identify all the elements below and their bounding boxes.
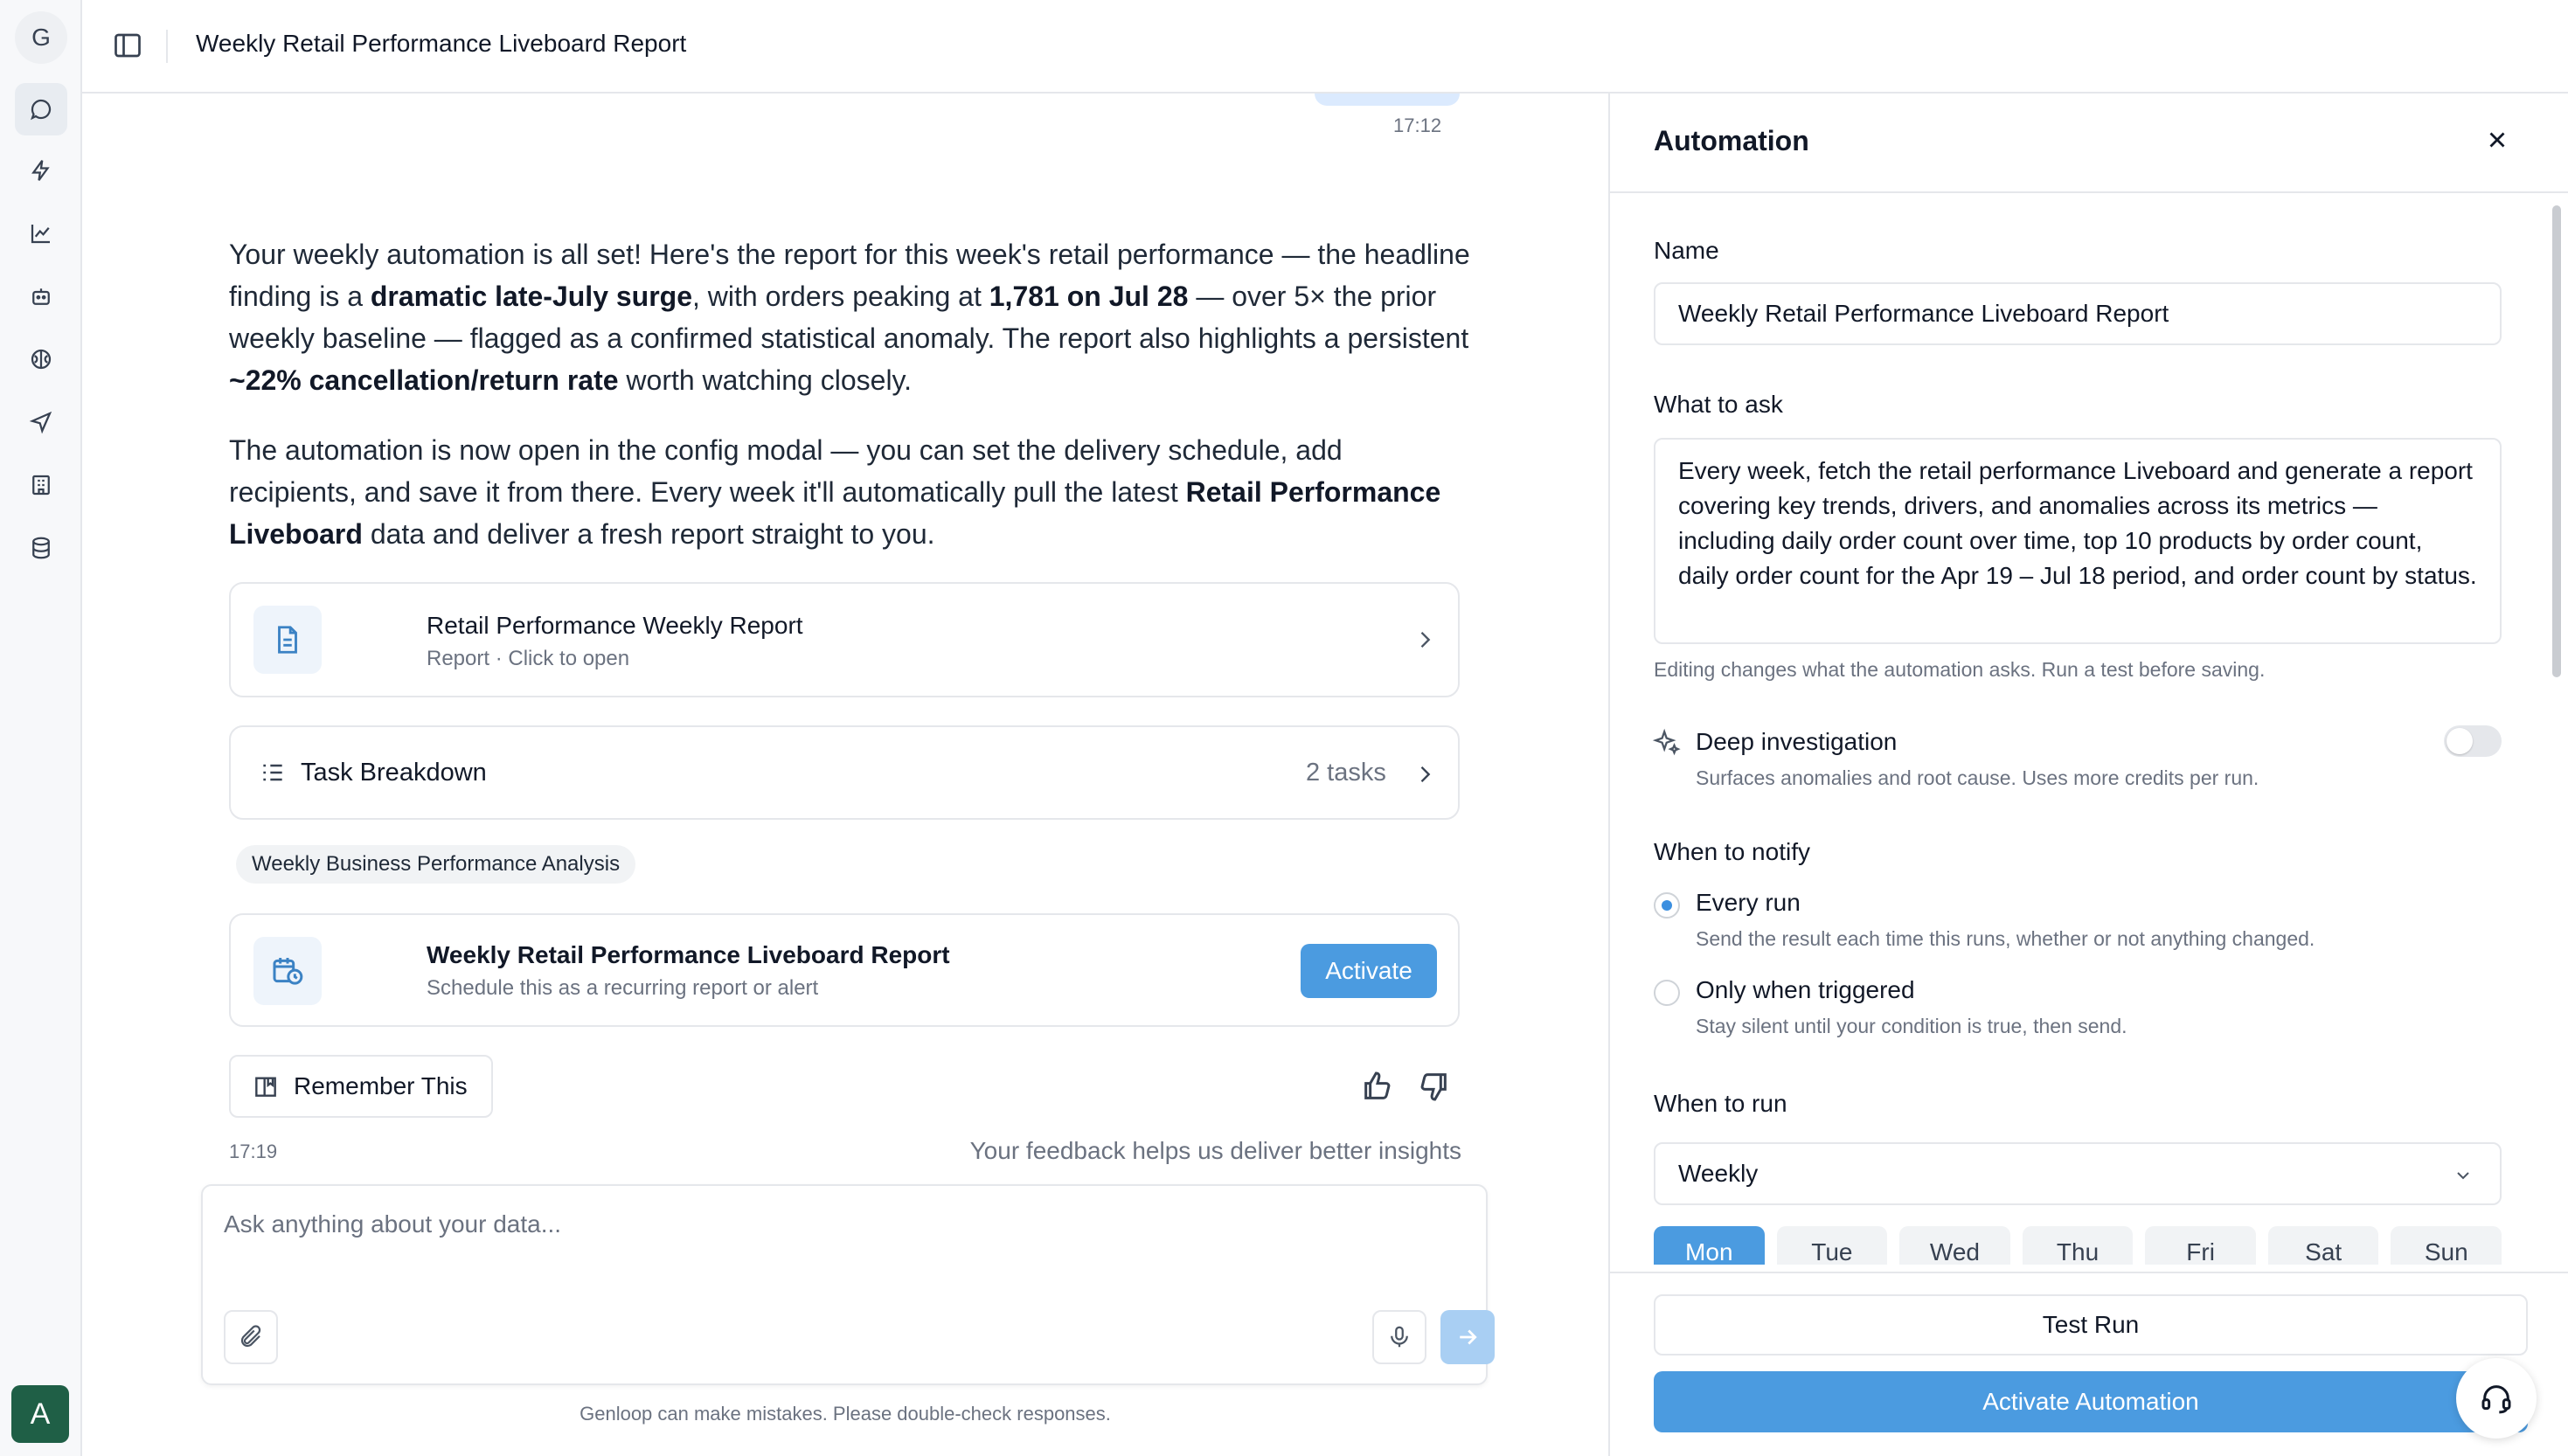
bolt-icon[interactable] <box>15 144 67 197</box>
ask-hint: Editing changes what the automation asks. Run a test before saving. <box>1654 658 2266 681</box>
attach-button[interactable] <box>224 1310 278 1364</box>
bold-span: dramatic late-July surge <box>370 281 693 312</box>
text-span: data and deliver a fresh report straight to you. <box>362 518 935 550</box>
remember-label: Remember This <box>294 1072 468 1099</box>
notify-every-run-sub: Send the result each time this runs, whether or not anything changed. <box>1696 927 2315 950</box>
sidebar-toggle-icon[interactable] <box>112 30 143 61</box>
document-icon <box>253 606 322 674</box>
name-input[interactable]: Weekly Retail Performance Liveboard Report <box>1654 282 2502 345</box>
composer-placeholder[interactable]: Ask anything about your data... <box>224 1210 562 1238</box>
message-timestamp: 17:12 <box>1393 114 1442 136</box>
chat-icon[interactable] <box>15 83 67 135</box>
arrow-right-icon <box>1454 1324 1481 1350</box>
day-selector <box>1654 1226 2502 1265</box>
send-icon[interactable] <box>15 396 67 448</box>
text-span: — over 5× the prior weekly baseline — flagged as a confirmed statistical anomaly. The report also highlights a persistent <box>229 281 1469 354</box>
bold-span: Retail Performance Liveboard <box>229 476 1441 550</box>
thumbs-up-icon[interactable] <box>1360 1069 1395 1104</box>
sparkles-icon <box>1652 728 1682 758</box>
microphone-icon <box>1386 1324 1412 1350</box>
calendar-clock-icon <box>253 937 322 1005</box>
message-timestamp: 17:19 <box>229 1141 278 1162</box>
day-wed[interactable]: Wed <box>1899 1226 2010 1265</box>
test-run-button[interactable]: Test Run <box>1654 1294 2528 1355</box>
notify-triggered-label: Only when triggered <box>1696 976 1915 1003</box>
report-card-subtitle: Report · Click to open <box>427 647 630 670</box>
send-button[interactable] <box>1440 1310 1495 1364</box>
automation-card <box>229 913 1460 1027</box>
building-icon[interactable] <box>15 459 67 511</box>
support-button[interactable] <box>2456 1358 2537 1439</box>
scrollbar-thumb[interactable] <box>2552 205 2561 677</box>
page-title: Weekly Retail Performance Liveboard Report <box>196 30 687 57</box>
topbar-divider <box>166 30 168 63</box>
thumbs-down-icon[interactable] <box>1416 1069 1451 1104</box>
task-count: 2 tasks <box>1306 759 1386 787</box>
chart-icon[interactable] <box>15 207 67 260</box>
text-span: , with orders peaking at <box>692 281 989 312</box>
day-fri[interactable]: Fri <box>2145 1226 2256 1265</box>
chat-area <box>82 94 1608 1456</box>
bold-span: ~22% cancellation/return rate <box>229 364 619 396</box>
feedback-hint: Your feedback helps us deliver better insights <box>969 1137 1461 1164</box>
text-span: Your weekly automation is all set! Here's the report for this week's retail performance — the headline finding is a <box>229 239 1470 312</box>
chevron-right-icon <box>1412 627 1437 652</box>
day-sat[interactable]: Sat <box>2268 1226 2379 1265</box>
notify-every-run-radio[interactable] <box>1654 892 1680 919</box>
report-card-title: Retail Performance Weekly Report <box>427 612 803 639</box>
footer-divider <box>1610 1272 2568 1273</box>
headset-icon <box>2479 1381 2514 1416</box>
close-icon[interactable] <box>2484 127 2510 153</box>
report-card[interactable] <box>229 582 1460 697</box>
day-mon[interactable]: Mon <box>1654 1226 1765 1265</box>
top-bar <box>82 0 2568 94</box>
paperclip-icon <box>238 1324 264 1350</box>
deep-investigation-sub: Surfaces anomalies and root cause. Uses more credits per run. <box>1696 766 2259 789</box>
toggle-knob <box>2447 728 2473 754</box>
panel-scrollbar[interactable] <box>2551 198 2563 1020</box>
notify-every-run-label: Every run <box>1696 889 1801 916</box>
text-span: worth watching closely. <box>618 364 913 396</box>
automation-card-subtitle: Schedule this as a recurring report or alert <box>427 976 819 1000</box>
database-icon[interactable] <box>15 522 67 574</box>
run-label: When to run <box>1654 1090 1787 1117</box>
ask-textarea[interactable]: Every week, fetch the retail performance Liveboard and generate a report covering key trends, drivers, and anomalies across its metrics — including daily order count over time, top 10 products by order count, daily order count for the Apr 19 – Jul 18 period, and order count by status. <box>1654 438 2502 644</box>
disclaimer: Genloop can make mistakes. Please double-check responses. <box>580 1403 1111 1425</box>
day-thu[interactable]: Thu <box>2023 1226 2134 1265</box>
remember-this-button[interactable] <box>229 1055 493 1118</box>
message-composer[interactable] <box>201 1184 1488 1385</box>
notify-label: When to notify <box>1654 838 1810 865</box>
frequency-select[interactable] <box>1654 1142 2502 1205</box>
notify-triggered-radio[interactable] <box>1654 980 1680 1006</box>
day-sun[interactable]: Sun <box>2391 1226 2502 1265</box>
notify-triggered-sub: Stay silent until your condition is true, then send. <box>1696 1015 2127 1037</box>
activate-automation-button[interactable]: Activate Automation <box>1654 1371 2528 1432</box>
previous-user-bubble <box>1315 94 1460 106</box>
app-logo[interactable]: G <box>15 11 67 64</box>
bold-span: 1,781 on Jul 28 <box>989 281 1189 312</box>
name-label: Name <box>1654 237 1719 264</box>
ask-label: What to ask <box>1654 391 1783 418</box>
header-divider <box>1610 191 2568 193</box>
chevron-down-icon <box>2453 1165 2474 1186</box>
task-breakdown-card[interactable] <box>229 725 1460 820</box>
deep-investigation-toggle[interactable] <box>2444 725 2502 757</box>
panel-title: Automation <box>1654 125 1809 156</box>
microphone-button[interactable] <box>1372 1310 1426 1364</box>
analysis-tag: Weekly Business Performance Analysis <box>236 845 635 884</box>
automation-card-title: Weekly Retail Performance Liveboard Report <box>427 941 950 968</box>
task-breakdown-title: Task Breakdown <box>301 759 487 787</box>
text-span: The automation is now open in the config modal — you can set the delivery schedule, add recipients, and save it from there. Every week it'll automatically pull the latest <box>229 434 1343 508</box>
deep-investigation-label: Deep investigation <box>1696 728 1898 755</box>
chevron-right-icon <box>1412 762 1437 787</box>
automation-panel <box>1608 94 2568 1456</box>
assistant-message-paragraph <box>229 233 1470 401</box>
bot-icon[interactable] <box>15 270 67 322</box>
left-rail <box>0 0 82 1456</box>
task-list-icon <box>259 759 287 787</box>
assistant-message-paragraph <box>229 429 1470 555</box>
day-tue[interactable]: Tue <box>1777 1226 1888 1265</box>
user-avatar[interactable]: A <box>11 1385 69 1443</box>
brain-icon[interactable] <box>15 333 67 385</box>
book-bookmark-icon <box>252 1072 280 1100</box>
frequency-value: Weekly <box>1678 1160 1759 1187</box>
activate-button[interactable]: Activate <box>1301 944 1437 998</box>
